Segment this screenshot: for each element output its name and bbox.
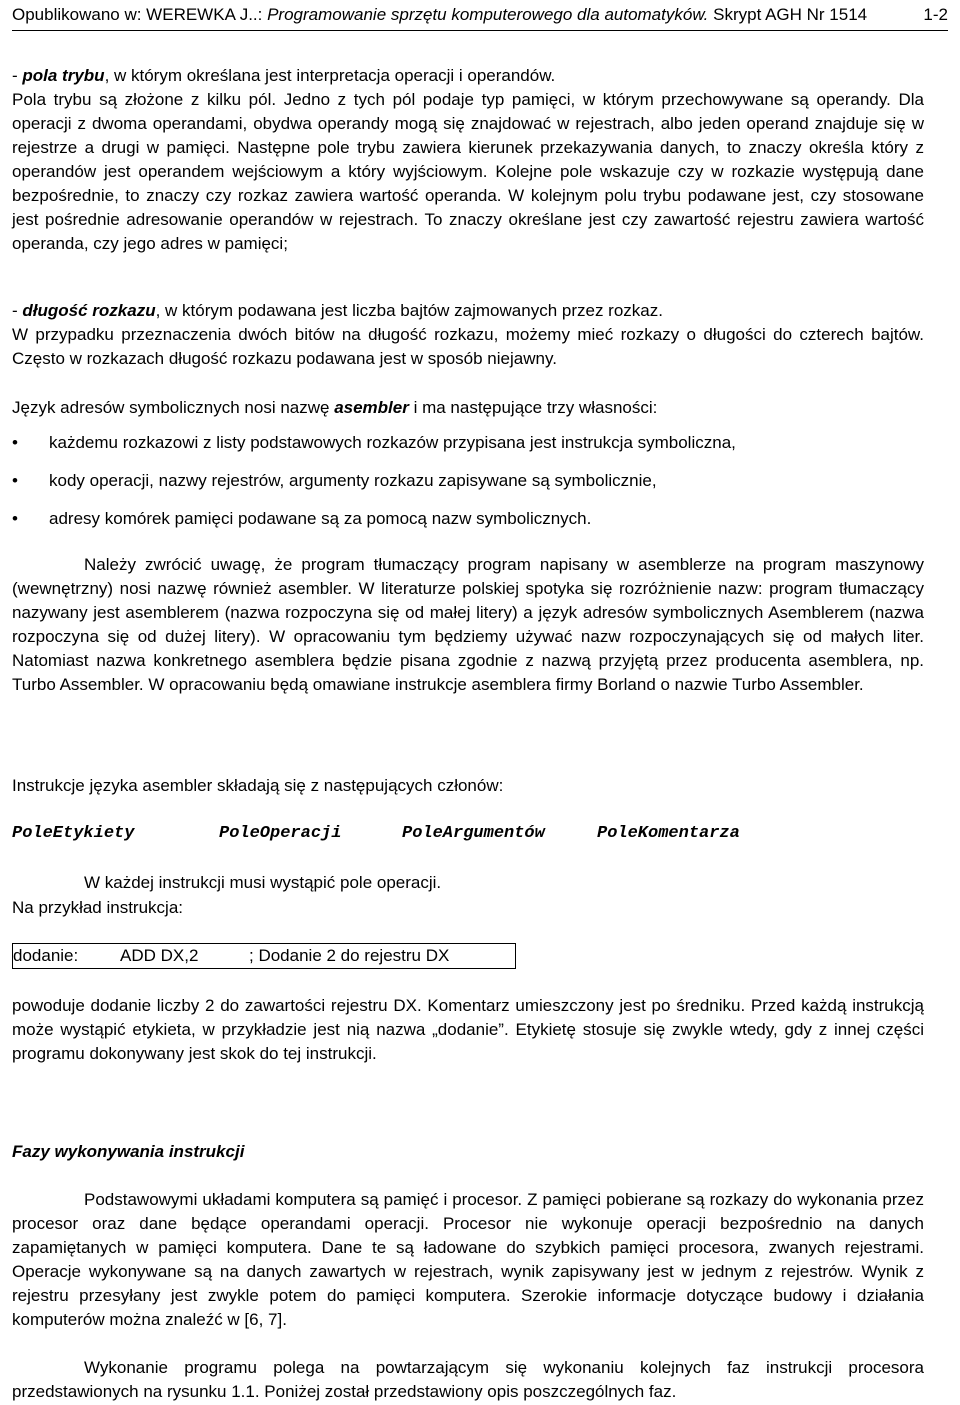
example-comment: ; Dodanie 2 do rejestru DX xyxy=(249,946,450,965)
bullet-icon: • xyxy=(12,471,18,490)
instruction-fields xyxy=(12,822,924,846)
header-title xyxy=(12,2,867,28)
list-item-text: adresy komórek pamięci podawane są za pomocą nazw symbolicznych. xyxy=(49,509,592,528)
term-mode-fields: pola trybu xyxy=(22,66,105,85)
field-arguments-name: PoleArgumentów xyxy=(402,824,545,843)
dash: - xyxy=(12,66,23,85)
bullet-icon: • xyxy=(12,509,18,528)
paragraph-processor-memory: Podstawowymi układami komputera są pamięć i procesor. Z pamięci pobierane są rozkazy do wykonania przez procesor oraz dane będące operandami operacji. Procesor nie wykonuje operacji bezpośrednio na danych zapamiętanych w pamięci komputera. Dane te są ładowane do szybkich pamięci procesora, zwanych rejestrami. Operacje wykonywane są na danych zawartych w rejestrach, wynik zapisywany jest w jednym z rejestrów. Wynik z rejestru przesyłany jest zwykle potem do pamięci komputera. Szerokie informacje dotyczące budowy i działania komputerów można znaleźć w [6, 7]. xyxy=(12,1190,924,1329)
text: i ma następujące trzy własności: xyxy=(408,398,658,417)
term-assembler: asembler xyxy=(334,398,409,417)
paragraph-example-intro: Na przykład instrukcja: xyxy=(12,898,184,917)
paragraph-assembler-naming: Należy zwrócić uwagę, że program tłumaczący program napisany w asemblerze na program maszynowy (wewnętrzny) nosi nazwę również asembler. W literaturze polskiej spotyka się rozróżnienie nazw: program tłumaczący nazywany jest asemblerem (nazwa rozpoczyna się od małej litery) a język adresów symbolicznych Asemblerem (nazwa rozpoczyna się od dużej litery). W opracowaniu tym będziemy używać nazw rozpoczynających się od małych liter. Natomiast nazwa konkretnego asemblera będzie pisana zgodnie z nazwą przyjętą przez producenta asemblera, np. Turbo Assembler. W opracowaniu będą omawiane instrukcje asemblera firmy Borland o nazwie Turbo Assembler. xyxy=(12,555,924,694)
text: , w którym podawana jest liczba bajtów zajmowanych przez rozkaz. xyxy=(155,301,663,320)
text: , w którym określana jest interpretacja operacji i operandów. xyxy=(104,66,556,85)
paragraph-execution-phases: Wykonanie programu polega na powtarzającym się wykonaniu kolejnych faz instrukcji procesora przedstawionych na rysunku 1.1. Poniżej został przedstawiony opis poszczególnych faz. xyxy=(12,1358,924,1401)
list-item xyxy=(12,469,924,493)
list-item-text: kody operacji, nazwy rejestrów, argumenty rozkazu zapisywane są symbolicznie, xyxy=(49,471,657,490)
paragraph-length-detail: W przypadku przeznaczenia dwóch bitów na długość rozkazu, możemy mieć rozkazy o długości do czterech bajtów. Często w rozkazach długość rozkazu podawana jest w sposób niejawny. xyxy=(12,325,924,368)
paragraph-instruction-parts: Instrukcje języka asembler składają się z następujących członów: xyxy=(12,776,504,795)
list-item xyxy=(12,431,924,455)
field-operation-name: PoleOperacji xyxy=(219,824,342,843)
list-item-text: każdemu rozkazowi z listy podstawowych rozkazów przypisana jest instrukcja symboliczna, xyxy=(49,433,736,452)
bullet-icon: • xyxy=(12,433,18,452)
example-label: dodanie: xyxy=(13,946,79,965)
paragraph-example-explanation: powoduje dodanie liczby 2 do zawartości rejestru DX. Komentarz umieszczony jest po średniku. Przed każdą instrukcją może wystąpić etykieta, w przykładzie jest nią nazwa „dodanie”. Etykietę stosuje się zwykle wtedy, gdy z innej części programu dokonywany jest skok do tej instrukcji. xyxy=(12,996,924,1063)
properties-list xyxy=(12,431,924,531)
header-prefix: Opublikowano w: WEREWKA J..: xyxy=(12,5,268,24)
field-label-name: PoleEtykiety xyxy=(12,824,135,843)
header-suffix: Skrypt AGH Nr 1514 xyxy=(708,5,868,24)
list-item xyxy=(12,507,924,531)
dash: - xyxy=(12,301,23,320)
paragraph-instruction-length xyxy=(12,299,924,323)
section-heading: Fazy wykonywania instrukcji xyxy=(12,1142,245,1161)
paragraph-assembler-intro xyxy=(12,396,924,420)
paragraph-mode-description: Pola trybu są złożone z kilku pól. Jedno z tych pól podaje typ pamięci, w którym przechowywane są operandy. Dla operacji z dwoma operandami, obydwa operandy mogą się znajdować w rejestrach, albo jeden operand znajduje się w rejestrze a drugi w pamięci. Następne pole trybu zawiera kierunek przekazywania danych, to znaczy określa który z operandów jest operandem wejściowym a który wyjściowym. Kolejne pole wskazuje czy w rozkazie występują dane bezpośrednie, to znaczy czy rozkaz zawiera wartość operanda. W kolejnym polu trybu podawane jest, czy stosowane jest pośrednie adresowanie operandów w rejestrach. To znaczy określane jest czy zawartość rejestru zawiera wartość operanda, czy jego adres w pamięci; xyxy=(12,90,924,253)
field-comment-name: PoleKomentarza xyxy=(597,824,740,843)
text: Język adresów symbolicznych nosi nazwę xyxy=(12,398,335,417)
example-instruction-box xyxy=(12,943,516,969)
term-instruction-length: długość rozkazu xyxy=(22,301,156,320)
page-number: 1-2 xyxy=(923,5,948,24)
paragraph-required-operation: W każdej instrukcji musi wystąpić pole operacji. xyxy=(84,873,442,892)
paragraph-mode-fields xyxy=(12,64,924,88)
header-italic-title: Programowanie sprzętu komputerowego dla automatyków. xyxy=(267,5,709,24)
example-operation: ADD DX,2 xyxy=(120,946,199,965)
page-header xyxy=(12,2,948,31)
